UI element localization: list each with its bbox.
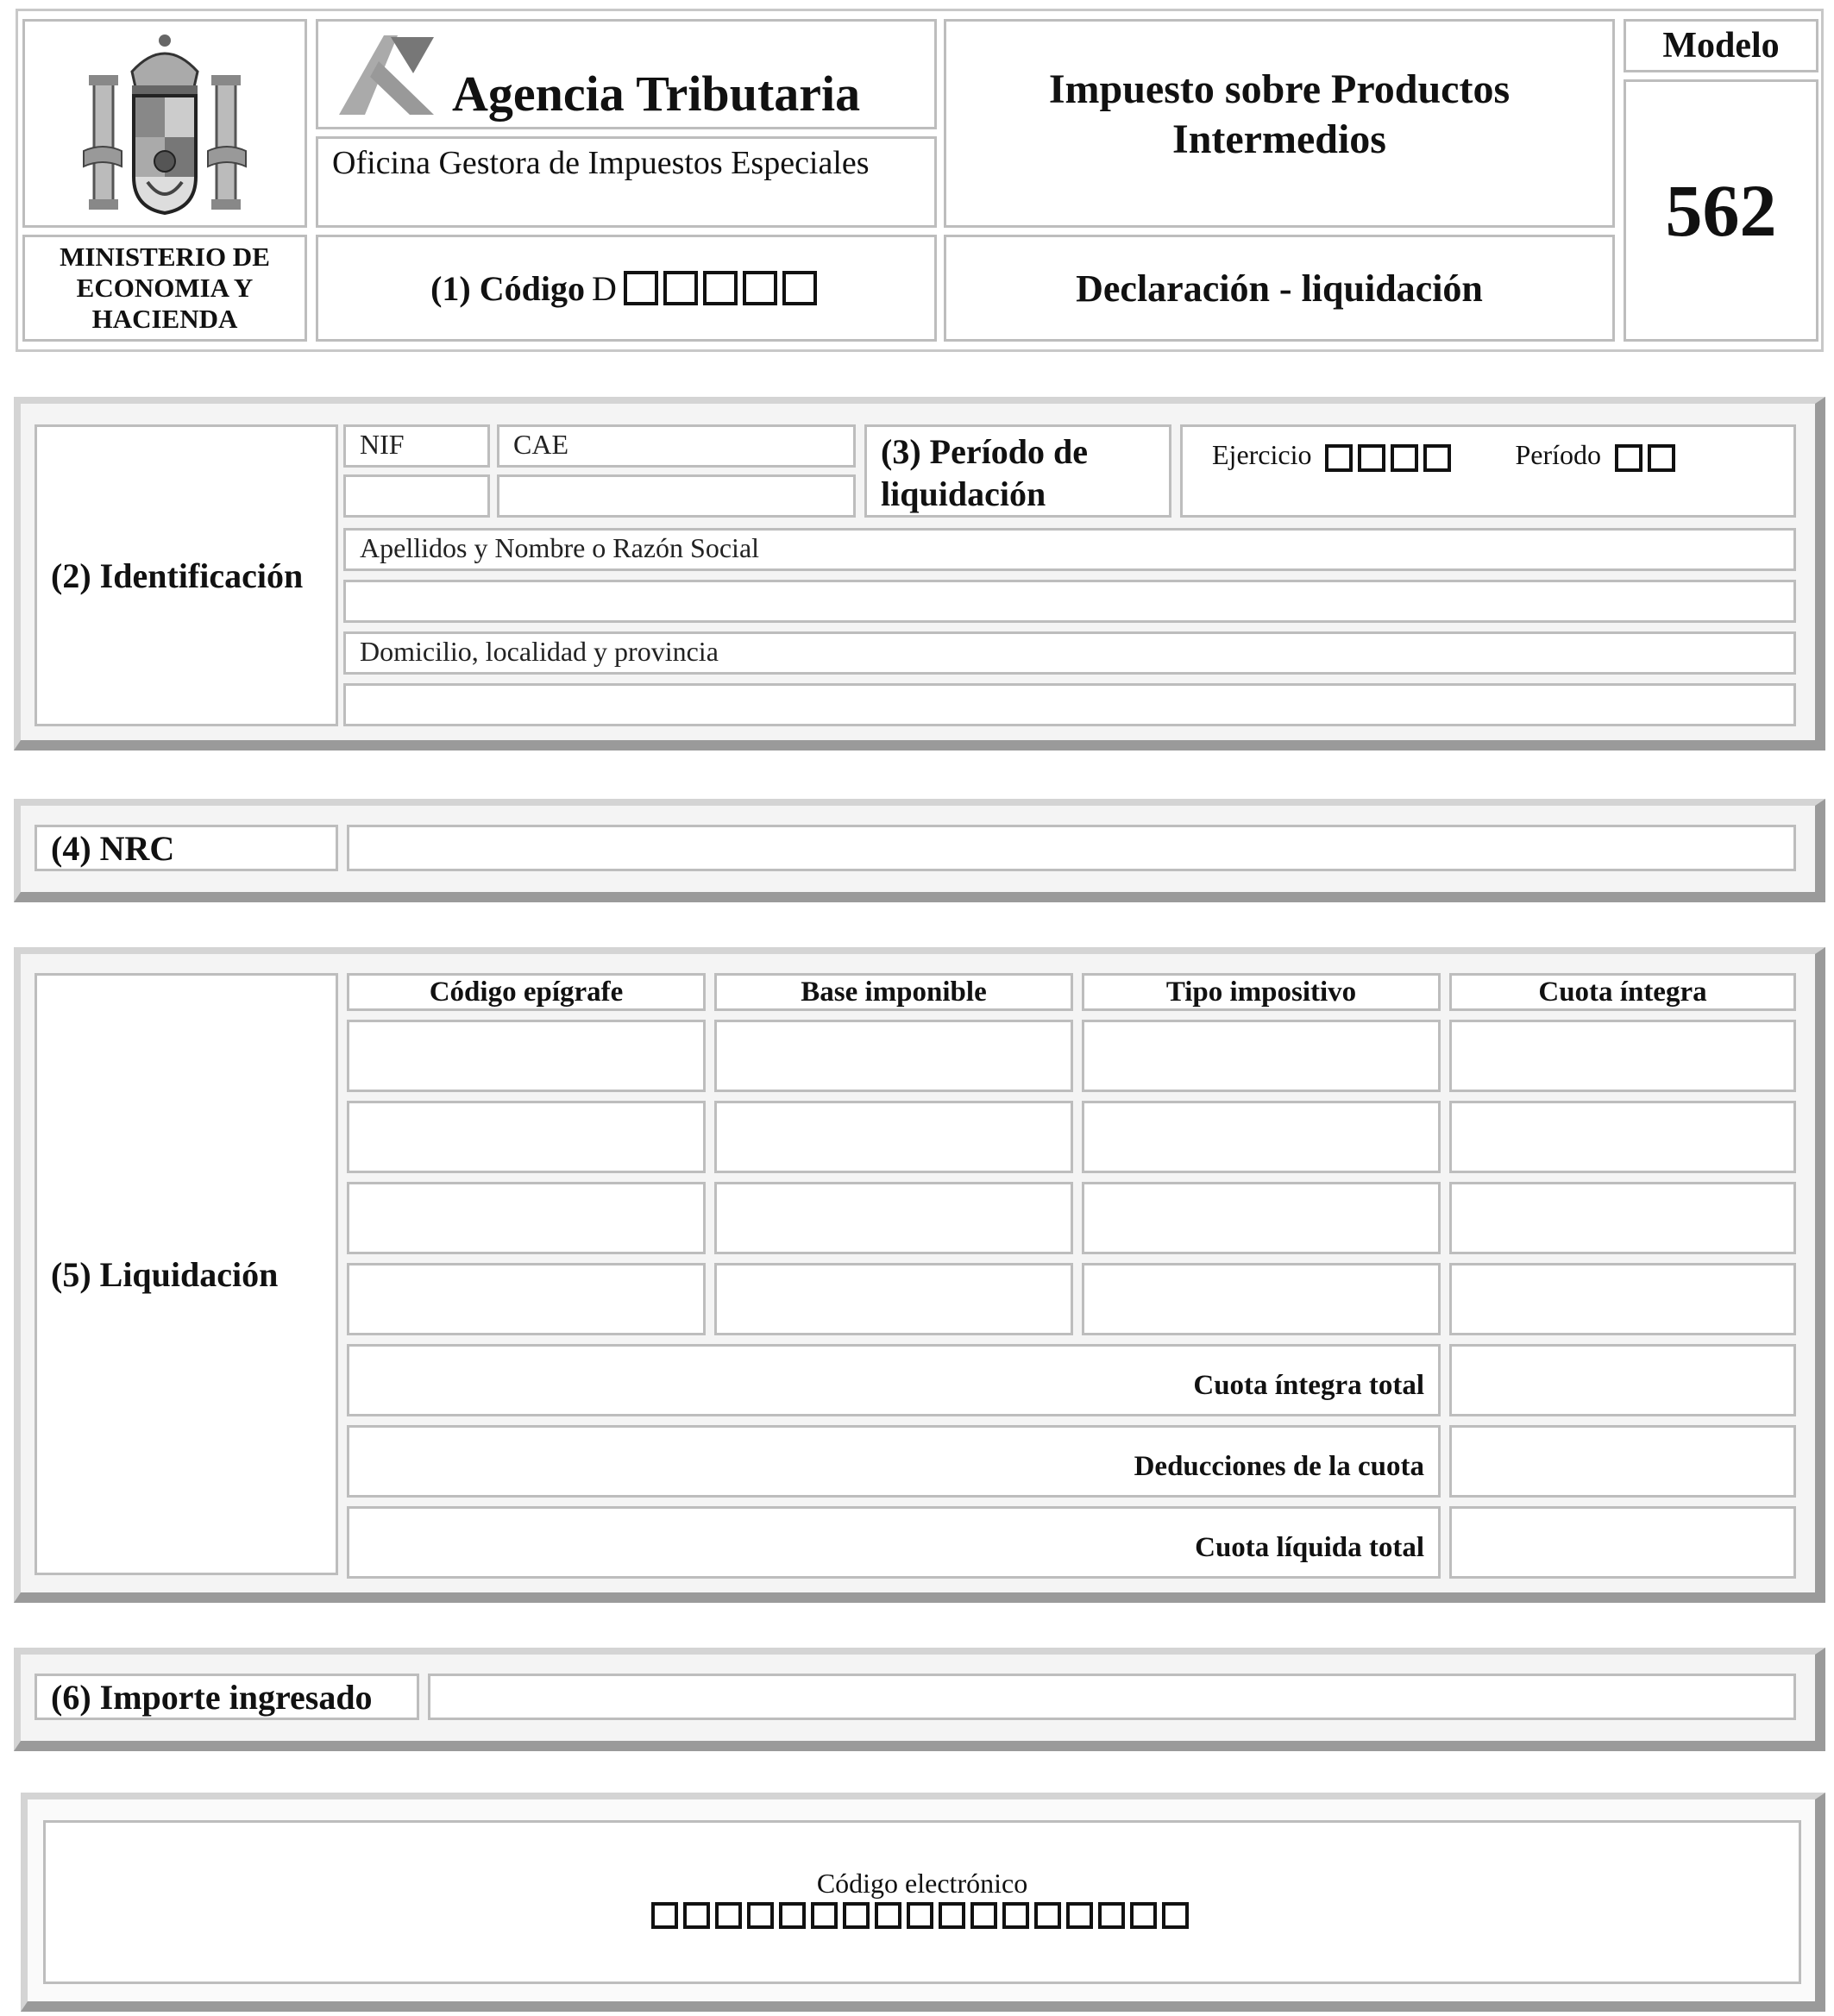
cae-label: CAE — [497, 424, 856, 468]
agency-title: Agencia Tributaria — [452, 66, 861, 122]
row-1-tipo-field[interactable] — [1082, 1020, 1441, 1092]
cuota-integra-total-field[interactable] — [1449, 1344, 1796, 1416]
row-2-codigo-field[interactable] — [347, 1101, 706, 1173]
importe-section-label: (6) Importe ingresado — [35, 1674, 419, 1720]
ministry-name: MINISTERIO DE ECONOMIA Y HACIENDA — [22, 235, 307, 342]
nrc-field[interactable] — [347, 825, 1796, 871]
name-field[interactable] — [343, 580, 1796, 623]
codigo-electronico-digit-box[interactable] — [1098, 1902, 1125, 1929]
ejercicio-digit-box[interactable] — [1358, 444, 1385, 472]
cuota-liquida-total-label: Cuota líquida total — [347, 1506, 1441, 1579]
row-1-base-field[interactable] — [714, 1020, 1073, 1092]
importe-field[interactable] — [428, 1674, 1796, 1720]
row-1-codigo-field[interactable] — [347, 1020, 706, 1092]
codigo-electronico-digit-box[interactable] — [683, 1902, 710, 1929]
identificacion-section-label: (2) Identificación — [35, 424, 338, 726]
code-field: (1) Código D — [316, 235, 937, 342]
ejercicio-digit-box[interactable] — [1391, 444, 1418, 472]
row-3-tipo-field[interactable] — [1082, 1182, 1441, 1254]
column-header-tipo: Tipo impositivo — [1082, 973, 1441, 1011]
name-label: Apellidos y Nombre o Razón Social — [343, 528, 1796, 571]
agency-banner — [316, 19, 937, 129]
codigo-electronico-digit-box[interactable] — [1002, 1902, 1029, 1929]
address-field[interactable] — [343, 683, 1796, 726]
nrc-section-label: (4) NRC — [35, 825, 338, 871]
periodo-label: Período — [1515, 439, 1602, 470]
ejercicio-label: Ejercicio — [1212, 439, 1312, 470]
row-4-cuota-field[interactable] — [1449, 1263, 1796, 1335]
office-name: Oficina Gestora de Impuestos Especiales — [316, 136, 937, 228]
codigo-electronico-digit-box[interactable] — [811, 1902, 838, 1929]
codigo-electronico-digit-box[interactable] — [779, 1902, 806, 1929]
row-2-base-field[interactable] — [714, 1101, 1073, 1173]
codigo-electronico-label: Código electrónico — [816, 1868, 1028, 1899]
form-title: Impuesto sobre Productos Intermedios — [944, 19, 1615, 228]
codigo-electronico-digit-box[interactable] — [651, 1902, 678, 1929]
row-1-cuota-field[interactable] — [1449, 1020, 1796, 1092]
code-digit-box[interactable] — [743, 271, 777, 305]
modelo-label: Modelo — [1624, 19, 1818, 72]
nif-field[interactable] — [343, 474, 490, 518]
nif-label: NIF — [343, 424, 490, 468]
codigo-electronico-digit-box[interactable] — [907, 1902, 933, 1929]
periodo-section-label: (3) Período de liquidación — [864, 424, 1171, 518]
row-2-cuota-field[interactable] — [1449, 1101, 1796, 1173]
code-digit-box[interactable] — [703, 271, 738, 305]
codigo-electronico-boxes[interactable] — [651, 1902, 1194, 1929]
ejercicio-boxes[interactable] — [1325, 444, 1456, 472]
row-3-cuota-field[interactable] — [1449, 1182, 1796, 1254]
row-4-codigo-field[interactable] — [347, 1263, 706, 1335]
codigo-electronico-digit-box[interactable] — [939, 1902, 965, 1929]
periodo-digit-box[interactable] — [1615, 444, 1642, 472]
ejercicio-digit-box[interactable] — [1325, 444, 1353, 472]
address-label: Domicilio, localidad y provincia — [343, 631, 1796, 675]
cuota-liquida-total-field[interactable] — [1449, 1506, 1796, 1579]
coat-of-arms-panel — [22, 19, 307, 228]
cae-field[interactable] — [497, 474, 856, 518]
codigo-electronico-digit-box[interactable] — [843, 1902, 870, 1929]
modelo-number: 562 — [1624, 79, 1818, 342]
coat-of-arms-icon — [25, 22, 305, 225]
periodo-boxes[interactable] — [1615, 444, 1680, 472]
codigo-electronico-digit-box[interactable] — [970, 1902, 997, 1929]
codigo-electronico-digit-box[interactable] — [875, 1902, 901, 1929]
row-3-codigo-field[interactable] — [347, 1182, 706, 1254]
code-digit-boxes[interactable] — [624, 271, 822, 305]
code-digit-box[interactable] — [782, 271, 817, 305]
column-header-cuota: Cuota íntegra — [1449, 973, 1796, 1011]
codigo-electronico-digit-box[interactable] — [747, 1902, 774, 1929]
cuota-integra-total-label: Cuota íntegra total — [347, 1344, 1441, 1416]
form-subtitle: Declaración - liquidación — [944, 235, 1615, 342]
deducciones-label: Deducciones de la cuota — [347, 1425, 1441, 1498]
row-2-tipo-field[interactable] — [1082, 1101, 1441, 1173]
codigo-electronico-digit-box[interactable] — [1066, 1902, 1093, 1929]
codigo-electronico-digit-box[interactable] — [1130, 1902, 1157, 1929]
code-digit-box[interactable] — [663, 271, 698, 305]
column-header-base: Base imponible — [714, 973, 1073, 1011]
code-digit-box[interactable] — [624, 271, 658, 305]
liquidacion-section-label: (5) Liquidación — [35, 973, 338, 1575]
row-4-tipo-field[interactable] — [1082, 1263, 1441, 1335]
deducciones-field[interactable] — [1449, 1425, 1796, 1498]
agency-logo-icon — [330, 28, 443, 123]
codigo-electronico-box — [43, 1820, 1801, 1984]
periodo-fields — [1180, 424, 1796, 518]
periodo-digit-box[interactable] — [1648, 444, 1675, 472]
codigo-electronico-digit-box[interactable] — [1034, 1902, 1061, 1929]
row-4-base-field[interactable] — [714, 1263, 1073, 1335]
row-3-base-field[interactable] — [714, 1182, 1073, 1254]
column-header-codigo: Código epígrafe — [347, 973, 706, 1011]
ejercicio-digit-box[interactable] — [1423, 444, 1451, 472]
codigo-electronico-digit-box[interactable] — [1162, 1902, 1189, 1929]
codigo-electronico-digit-box[interactable] — [715, 1902, 742, 1929]
